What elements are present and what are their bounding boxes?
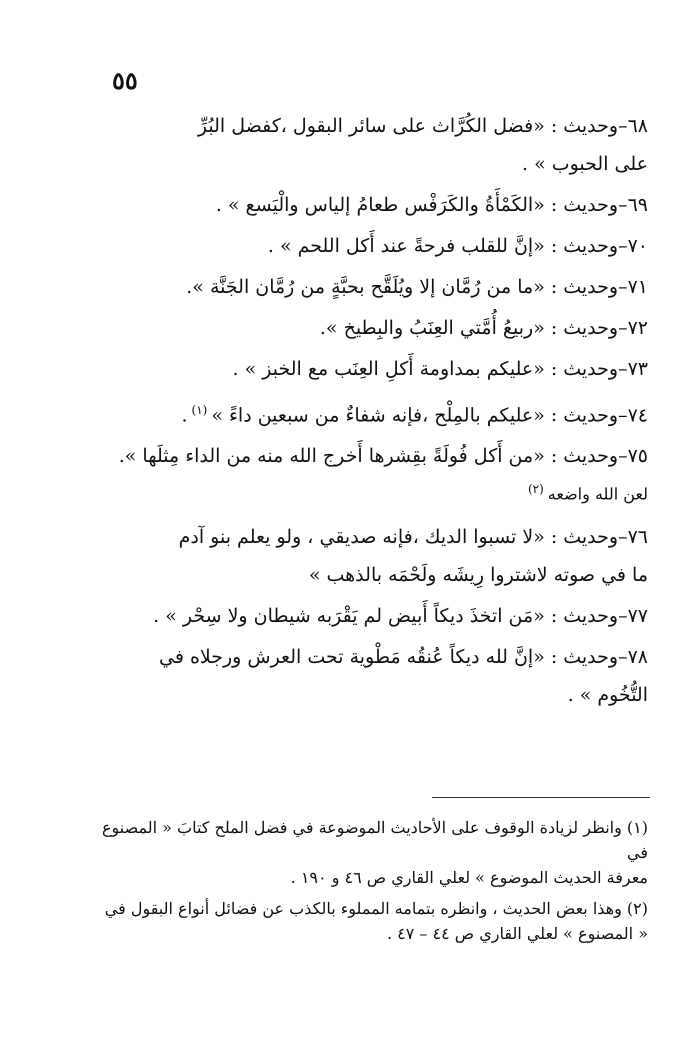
hadith-68: ٦٨–وحديث:«فضل الكُرَّاث على سائر البقول ،كفضل البُرِّ على الحبوب » . [100, 112, 648, 178]
hadith-number: ٧٠ [627, 235, 648, 257]
hadith-71: ٧١–وحديث:«ما من رُمَّان إلا ويُلَقَّح بحبَّةٍ من رُمَّان الجَنَّة ». [186, 276, 648, 298]
hadith-continuation: ما في صوته لاشتروا رِيشَه ولَحْمَه بالذهب » [308, 563, 648, 586]
footnote-line: « المصنوع » لعلي القاري ص ٤٤ – ٤٧ . [386, 924, 648, 943]
footnote-line: (١) وانظر لزيادة الوقوف على الأحاديث الموضوعة في فضل الملح كتابَ « المصنوع في [101, 818, 648, 862]
footnote-ref-2[interactable]: (٢) [527, 482, 544, 497]
hadith-text: «لا تسبوا الديك ،فإنه صديقي ، ولو يعلم بنو آدم [178, 525, 545, 548]
hadith-continuation: على الحبوب » . [521, 153, 648, 175]
hadith-label: وحديث [563, 358, 619, 380]
hadith-label: وحديث [563, 115, 619, 137]
hadith-label: وحديث [563, 445, 619, 468]
hadith-continuation: التُّخُوم » . [567, 683, 648, 706]
hadith-text: «عليكم بمداومة أَكلِ العِنَب مع الخبز » . [232, 358, 545, 380]
hadith-text: «إنَّ لله ديكاً عُنقُه مَطْوية تحت العرش ورجلاه في [159, 645, 545, 668]
footnote-divider [432, 797, 650, 798]
hadith-70: ٧٠–وحديث:«إنَّ للقلب فرحةً عند أَكل اللحم » . [267, 235, 648, 257]
hadith-end: . [181, 404, 188, 427]
hadith-69: ٦٩–وحديث:«الكَمْأَةُ والكَرَفْس طعامُ إلياس والْيَسع » . [215, 194, 648, 216]
hadith-label: وحديث [563, 645, 619, 668]
hadith-73: ٧٣–وحديث:«عليكم بمداومة أَكلِ العِنَب مع الخبز » . [232, 358, 648, 380]
hadith-text: «فضل الكُرَّاث على سائر البقول ،كفضل البُرِّ [197, 115, 545, 137]
hadith-label: وحديث [563, 276, 619, 298]
hadith-number: ٧٧ [627, 604, 648, 627]
main-text [100, 112, 648, 722]
hadith-number: ٧٦ [627, 525, 648, 548]
hadith-number: ٧٢ [627, 317, 648, 339]
hadith-label: وحديث [563, 604, 619, 627]
hadith-text: «عليكم بالمِلْح ،فإنه شفاءٌ من سبعين داءً » [211, 404, 545, 427]
curse-note [100, 475, 648, 508]
footnote-2 [100, 896, 648, 946]
hadith-number: ٧٤ [627, 404, 648, 427]
hadith-number: ٦٨ [627, 115, 648, 137]
hadith-number: ٧٥ [627, 445, 648, 468]
hadith-number: ٧٨ [627, 645, 648, 668]
hadith-78: ٧٨–وحديث:«إنَّ لله ديكاً عُنقُه مَطْوية تحت العرش ورجلاه في التُّخُوم » . [100, 643, 648, 709]
hadith-74: ٧٤–وحديث:«عليكم بالمِلْح ،فإنه شفاءٌ من سبعين داءً »$^{(١)}$. [181, 403, 648, 427]
footnotes [100, 815, 648, 952]
hadith-number: ٦٩ [627, 194, 648, 216]
footnote-line: معرفة الحديث الموضوع » لعلي القاري ص ٤٦ و ١٩٠ . [290, 868, 648, 887]
hadith-label: وحديث [563, 404, 619, 427]
footnote-1 [100, 815, 648, 890]
hadith-text: «إنَّ للقلب فرحةً عند أَكل اللحم » . [267, 235, 545, 257]
hadith-text: «الكَمْأَةُ والكَرَفْس طعامُ إلياس والْيَسع » . [215, 194, 545, 216]
hadith-label: وحديث [563, 317, 619, 339]
page-number: ٥٥ [112, 66, 138, 95]
hadith-text: «ما من رُمَّان إلا ويُلَقَّح بحبَّةٍ من رُمَّان الجَنَّة ». [186, 276, 545, 298]
hadith-label: وحديث [563, 525, 619, 548]
curse-note-text: لعن الله واضعه [547, 484, 648, 504]
footnote-ref-1[interactable]: (١) [191, 403, 208, 417]
hadith-number: ٧٣ [627, 358, 648, 380]
hadith-number: ٧١ [627, 276, 648, 298]
hadith-72: ٧٢–وحديث:«ربيعُ أُمَّتي العِنَبُ والبِطيخ ». [319, 317, 648, 339]
hadith-text: «مَن اتخذَ ديكاً أَبيض لم يَقْرَبه شيطان ولا سِحْر » . [153, 604, 545, 627]
hadith-label: وحديث [563, 194, 619, 216]
hadith-text: «من أَكل فُولَةً بقِشرها أَخرج الله منه من الداء مِثلَها ». [118, 445, 545, 468]
hadith-77: ٧٧–وحديث:«مَن اتخذَ ديكاً أَبيض لم يَقْرَبه شيطان ولا سِحْر » . [153, 604, 648, 627]
hadith-label: وحديث [563, 235, 619, 257]
hadith-text: «ربيعُ أُمَّتي العِنَبُ والبِطيخ ». [319, 317, 545, 339]
hadith-75: ٧٥–وحديث:«من أَكل فُولَةً بقِشرها أَخرج الله منه من الداء مِثلَها ». [118, 445, 648, 468]
hadith-76: ٧٦–وحديث:«لا تسبوا الديك ،فإنه صديقي ، ولو يعلم بنو آدم ما في صوته لاشتروا رِيشَه ولَحْمَه بالذهب » [100, 523, 648, 589]
footnote-line: (٢) وهذا بعض الحديث ، وانظره بتمامه المملوء بالكذب عن فضائل أنواع البقول في [104, 899, 648, 918]
